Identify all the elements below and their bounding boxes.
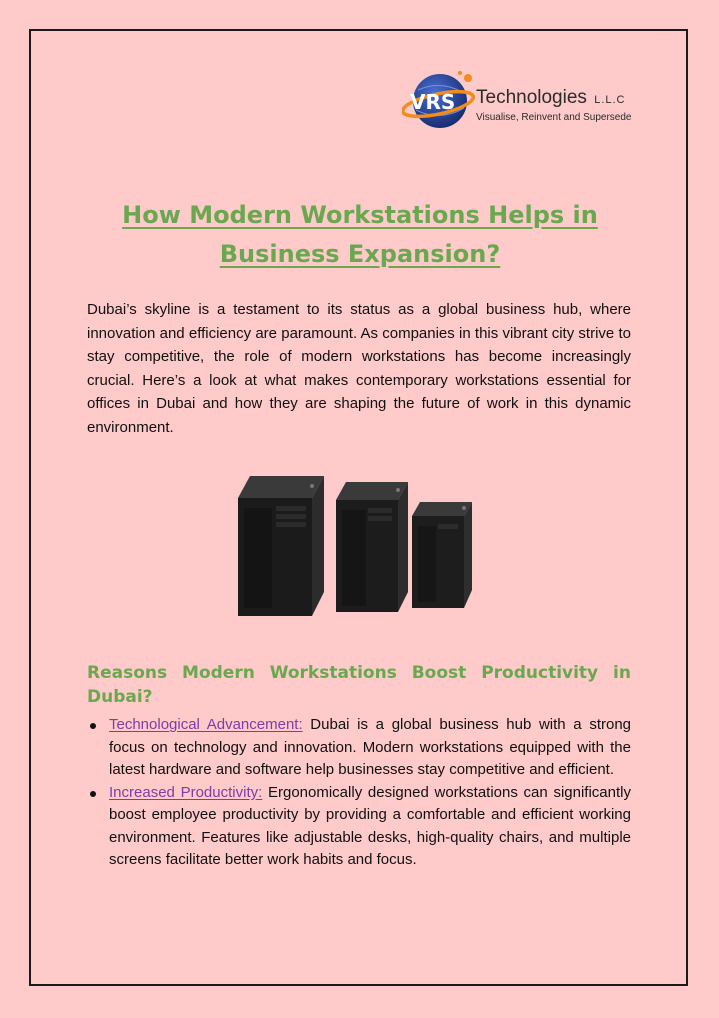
- list-item: [87, 714, 631, 782]
- tower-small-icon: [412, 502, 472, 608]
- brand-suffix: L.L.C: [594, 94, 626, 106]
- logo-letters: VRS: [410, 90, 456, 114]
- tower-large-icon: [238, 476, 324, 616]
- workstation-towers-image: [232, 468, 480, 618]
- item-text: Dubai is a global business hub with a strong focus on technology and innovation. Modern workstations equipped with the latest hardware and software help businesses stay competitive and efficient.: [109, 716, 632, 778]
- bullet-icon: [90, 791, 96, 797]
- reasons-list: [87, 714, 631, 872]
- intro-paragraph: Dubai’s skyline is a testament to its status as a global business hub, where innovation and efficiency are paramount. As companies in this vibrant city strive to stay competitive, the role of modern workstations has become increasingly crucial. Here’s a look at what makes contemporary workstations essential for offices in Dubai and how they are shaping the future of work in this dynamic environment.: [87, 301, 631, 436]
- item-text: Ergonomically designed workstations can significantly boost employee productivity by providing a comfortable and efficient working environment. Features like adjustable desks, high-quality chairs, and multiple screens facilitate better work habits and focus.: [109, 783, 631, 868]
- item-term-link[interactable]: Increased Productivity:: [109, 783, 263, 801]
- section-heading: [87, 661, 631, 709]
- brand-text: [476, 88, 631, 125]
- brand-tagline: Visualise, Reinvent and Supersede: [476, 112, 632, 123]
- bullet-icon: [90, 723, 96, 729]
- tower-medium-icon: [336, 482, 408, 612]
- section-heading-line-1: Reasons Modern Workstations Boost Productivity in: [87, 663, 631, 683]
- brand-name: Technologies: [476, 87, 587, 108]
- item-term-link[interactable]: Technological Advancement:: [109, 716, 303, 733]
- section-heading-line-2: Dubai?: [87, 687, 153, 707]
- list-item: [87, 782, 631, 872]
- page-title: How Modern Workstations Helps in Business Expansion?: [122, 201, 598, 268]
